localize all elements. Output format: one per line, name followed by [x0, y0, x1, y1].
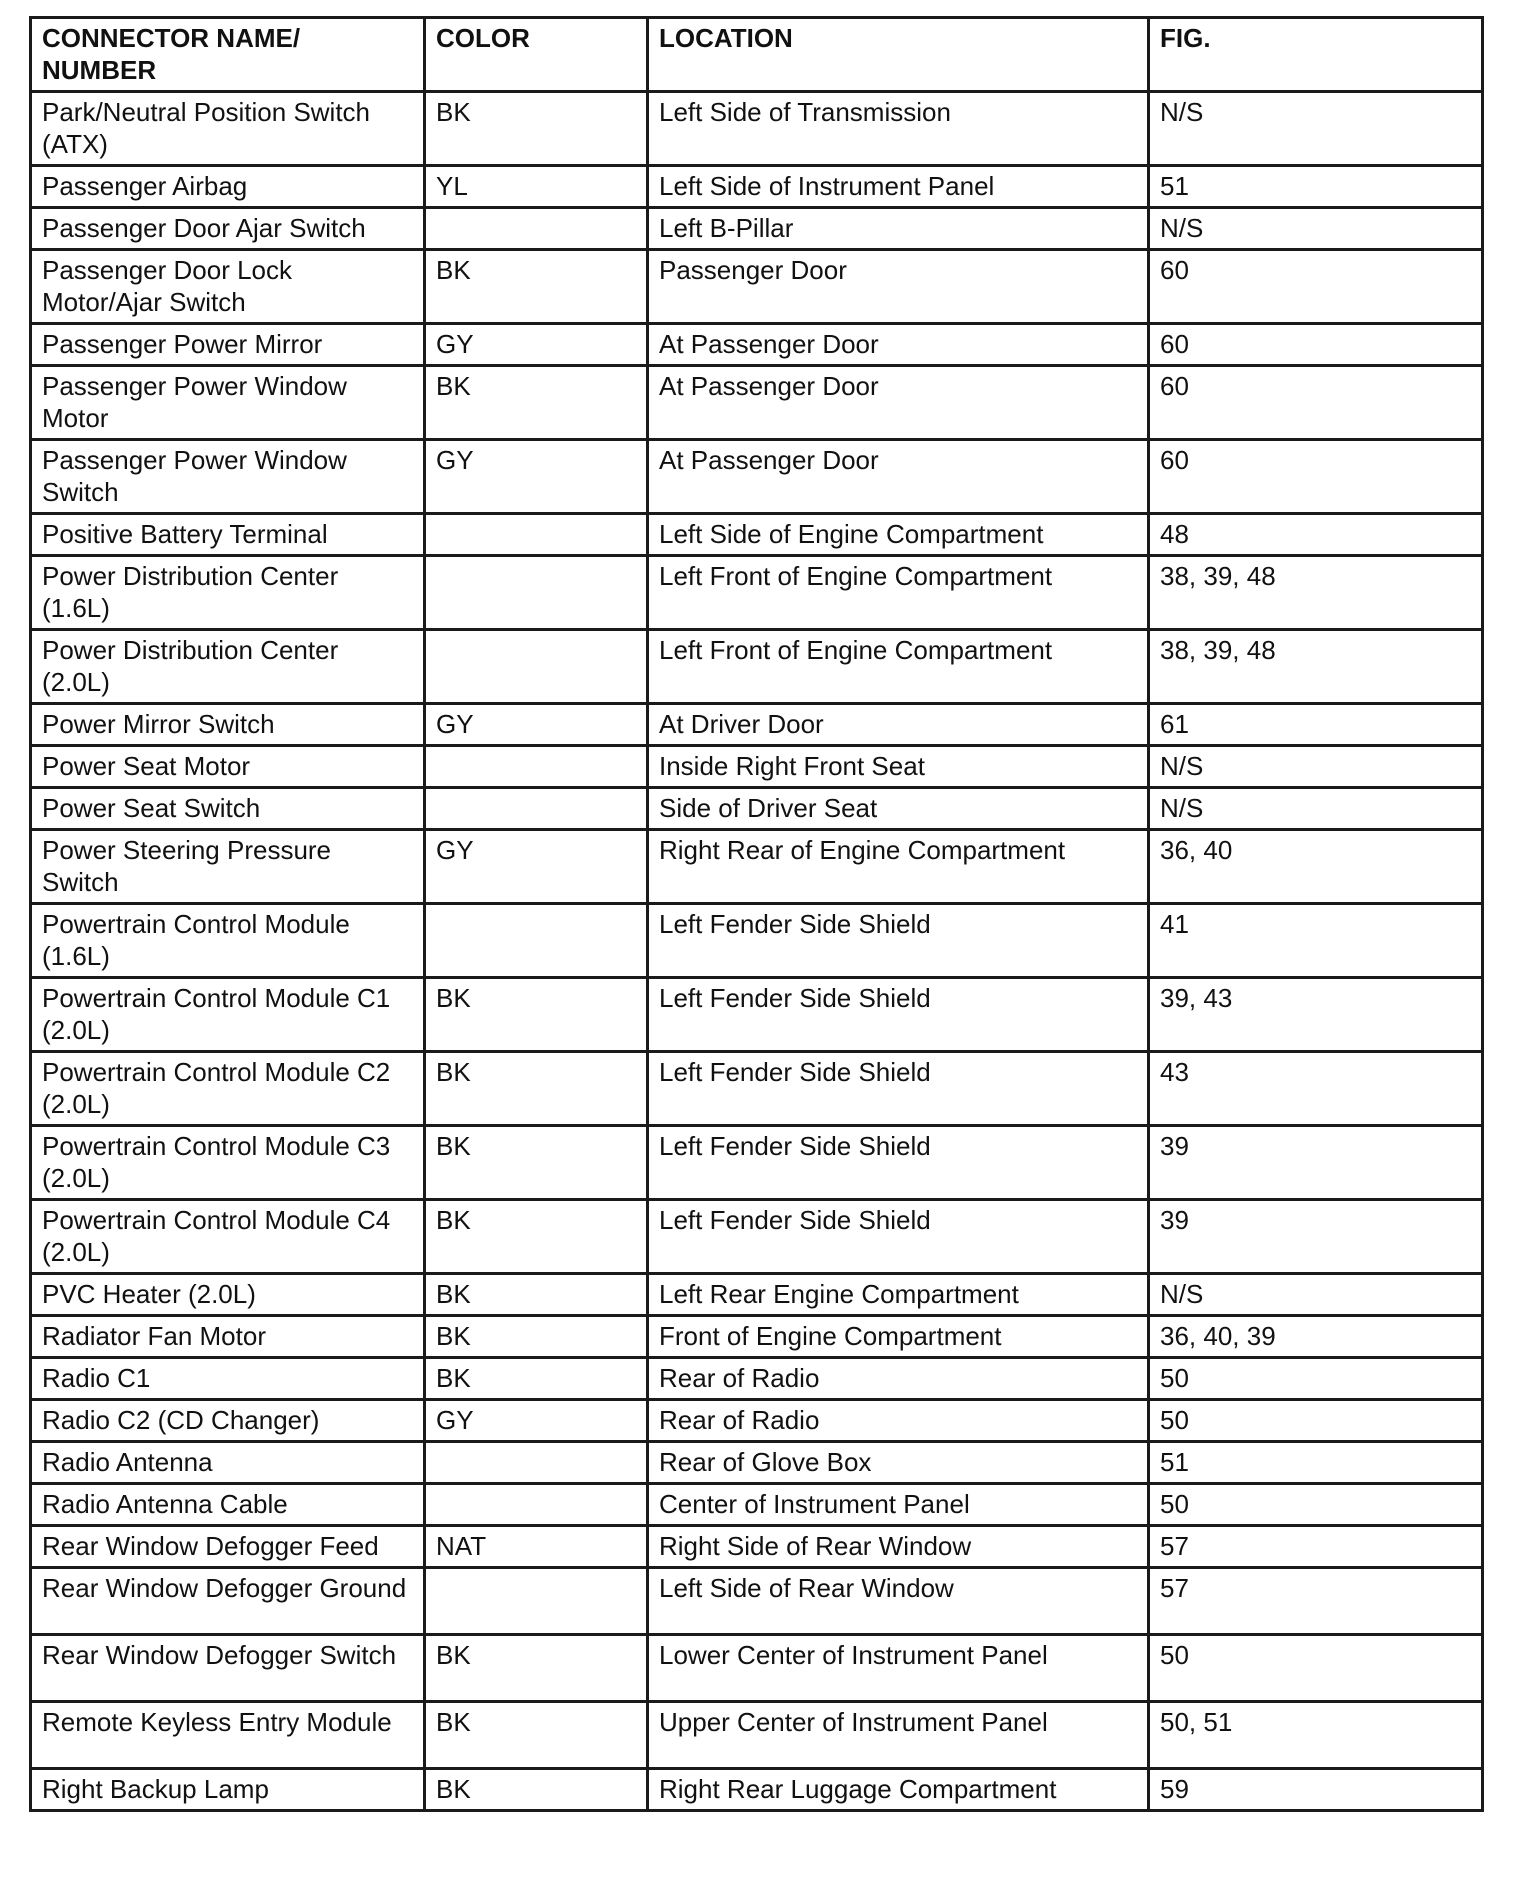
- table-row: [31, 1635, 1483, 1702]
- cell-color: [425, 1568, 648, 1635]
- header-location: LOCATION: [648, 18, 1149, 92]
- cell-fig: 61: [1149, 704, 1483, 746]
- cell-color: BK: [425, 1769, 648, 1811]
- cell-color: GY: [425, 324, 648, 366]
- cell-location: At Passenger Door: [648, 366, 1149, 440]
- cell-location: Front of Engine Compartment: [648, 1316, 1149, 1358]
- cell-location: Right Side of Rear Window: [648, 1526, 1149, 1568]
- cell-location: Inside Right Front Seat: [648, 746, 1149, 788]
- cell-location: Left Side of Transmission: [648, 92, 1149, 166]
- cell-connector-name: Power Seat Motor: [31, 746, 425, 788]
- cell-color: YL: [425, 166, 648, 208]
- cell-color: BK: [425, 1200, 648, 1274]
- cell-connector-name: Radio Antenna Cable: [31, 1484, 425, 1526]
- cell-location: Left Side of Instrument Panel: [648, 166, 1149, 208]
- cell-fig: 51: [1149, 166, 1483, 208]
- table-row: [31, 92, 1483, 166]
- cell-connector-name: Radio C1: [31, 1358, 425, 1400]
- table-row: [31, 1769, 1483, 1811]
- header-connector-name: CONNECTOR NAME/ NUMBER: [31, 18, 425, 92]
- table-row: [31, 1484, 1483, 1526]
- cell-fig: 50: [1149, 1635, 1483, 1702]
- cell-connector-name: Powertrain Control Module C3 (2.0L): [31, 1126, 425, 1200]
- cell-connector-name: Rear Window Defogger Switch: [31, 1635, 425, 1702]
- cell-color: BK: [425, 1126, 648, 1200]
- cell-color: BK: [425, 1316, 648, 1358]
- table-row: [31, 1442, 1483, 1484]
- connector-location-table: [29, 16, 1484, 1812]
- cell-connector-name: Passenger Door Ajar Switch: [31, 208, 425, 250]
- cell-location: Left B-Pillar: [648, 208, 1149, 250]
- table-row: [31, 556, 1483, 630]
- cell-connector-name: Radiator Fan Motor: [31, 1316, 425, 1358]
- cell-color: NAT: [425, 1526, 648, 1568]
- table-row: [31, 904, 1483, 978]
- table-row: [31, 208, 1483, 250]
- cell-connector-name: Powertrain Control Module C1 (2.0L): [31, 978, 425, 1052]
- table-row: [31, 978, 1483, 1052]
- table-row: [31, 1126, 1483, 1200]
- cell-color: BK: [425, 250, 648, 324]
- cell-fig: 39, 43: [1149, 978, 1483, 1052]
- cell-fig: N/S: [1149, 746, 1483, 788]
- cell-location: Center of Instrument Panel: [648, 1484, 1149, 1526]
- cell-location: Upper Center of Instrument Panel: [648, 1702, 1149, 1769]
- cell-fig: N/S: [1149, 92, 1483, 166]
- cell-connector-name: Radio C2 (CD Changer): [31, 1400, 425, 1442]
- cell-color: GY: [425, 704, 648, 746]
- cell-location: Left Fender Side Shield: [648, 1052, 1149, 1126]
- cell-location: Right Rear Luggage Compartment: [648, 1769, 1149, 1811]
- cell-connector-name: Power Distribution Center (1.6L): [31, 556, 425, 630]
- cell-color: BK: [425, 92, 648, 166]
- cell-color: BK: [425, 1358, 648, 1400]
- table-row: [31, 630, 1483, 704]
- cell-location: Left Side of Rear Window: [648, 1568, 1149, 1635]
- cell-fig: N/S: [1149, 1274, 1483, 1316]
- cell-fig: 38, 39, 48: [1149, 556, 1483, 630]
- cell-color: [425, 556, 648, 630]
- cell-connector-name: Powertrain Control Module (1.6L): [31, 904, 425, 978]
- cell-fig: 39: [1149, 1200, 1483, 1274]
- cell-location: Left Fender Side Shield: [648, 978, 1149, 1052]
- table-body: [31, 92, 1483, 1811]
- cell-location: Rear of Radio: [648, 1400, 1149, 1442]
- cell-connector-name: Passenger Airbag: [31, 166, 425, 208]
- cell-fig: 41: [1149, 904, 1483, 978]
- cell-location: Left Side of Engine Compartment: [648, 514, 1149, 556]
- cell-color: [425, 904, 648, 978]
- cell-connector-name: Passenger Power Mirror: [31, 324, 425, 366]
- header-row: [31, 18, 1483, 92]
- header-fig: FIG.: [1149, 18, 1483, 92]
- cell-fig: N/S: [1149, 788, 1483, 830]
- cell-color: BK: [425, 1635, 648, 1702]
- table-row: [31, 1526, 1483, 1568]
- cell-connector-name: Power Seat Switch: [31, 788, 425, 830]
- table-row: [31, 514, 1483, 556]
- cell-color: [425, 788, 648, 830]
- cell-location: At Passenger Door: [648, 440, 1149, 514]
- cell-connector-name: Park/Neutral Position Switch (ATX): [31, 92, 425, 166]
- cell-color: BK: [425, 1052, 648, 1126]
- cell-fig: 38, 39, 48: [1149, 630, 1483, 704]
- cell-fig: N/S: [1149, 208, 1483, 250]
- cell-fig: 39: [1149, 1126, 1483, 1200]
- cell-location: Lower Center of Instrument Panel: [648, 1635, 1149, 1702]
- cell-fig: 43: [1149, 1052, 1483, 1126]
- table-row: [31, 1274, 1483, 1316]
- cell-location: Passenger Door: [648, 250, 1149, 324]
- cell-location: Right Rear of Engine Compartment: [648, 830, 1149, 904]
- table-row: [31, 704, 1483, 746]
- cell-color: GY: [425, 830, 648, 904]
- table-row: [31, 1052, 1483, 1126]
- cell-fig: 60: [1149, 366, 1483, 440]
- cell-fig: 50, 51: [1149, 1702, 1483, 1769]
- cell-color: BK: [425, 1702, 648, 1769]
- cell-connector-name: Power Distribution Center (2.0L): [31, 630, 425, 704]
- cell-color: [425, 208, 648, 250]
- cell-location: Left Fender Side Shield: [648, 1200, 1149, 1274]
- cell-color: [425, 1442, 648, 1484]
- table-row: [31, 1200, 1483, 1274]
- cell-location: Left Rear Engine Compartment: [648, 1274, 1149, 1316]
- cell-fig: 50: [1149, 1484, 1483, 1526]
- cell-connector-name: Passenger Power Window Motor: [31, 366, 425, 440]
- table-row: [31, 1316, 1483, 1358]
- header-color: COLOR: [425, 18, 648, 92]
- cell-connector-name: Rear Window Defogger Ground: [31, 1568, 425, 1635]
- table-row: [31, 366, 1483, 440]
- table-row: [31, 746, 1483, 788]
- cell-connector-name: Power Steering Pressure Switch: [31, 830, 425, 904]
- cell-location: Rear of Radio: [648, 1358, 1149, 1400]
- cell-location: Side of Driver Seat: [648, 788, 1149, 830]
- cell-location: Left Front of Engine Compartment: [648, 630, 1149, 704]
- cell-connector-name: Right Backup Lamp: [31, 1769, 425, 1811]
- cell-connector-name: Passenger Power Window Switch: [31, 440, 425, 514]
- cell-color: [425, 1484, 648, 1526]
- cell-location: At Passenger Door: [648, 324, 1149, 366]
- cell-connector-name: Radio Antenna: [31, 1442, 425, 1484]
- cell-connector-name: Remote Keyless Entry Module: [31, 1702, 425, 1769]
- cell-location: Left Fender Side Shield: [648, 1126, 1149, 1200]
- cell-location: At Driver Door: [648, 704, 1149, 746]
- table-row: [31, 1358, 1483, 1400]
- table-row: [31, 166, 1483, 208]
- cell-fig: 57: [1149, 1526, 1483, 1568]
- cell-fig: 59: [1149, 1769, 1483, 1811]
- cell-connector-name: Passenger Door Lock Motor/Ajar Switch: [31, 250, 425, 324]
- table-row: [31, 830, 1483, 904]
- table-row: [31, 440, 1483, 514]
- cell-fig: 60: [1149, 324, 1483, 366]
- cell-color: BK: [425, 1274, 648, 1316]
- cell-color: BK: [425, 978, 648, 1052]
- cell-color: BK: [425, 366, 648, 440]
- cell-fig: 48: [1149, 514, 1483, 556]
- table-row: [31, 250, 1483, 324]
- cell-color: [425, 514, 648, 556]
- table-row: [31, 1568, 1483, 1635]
- cell-fig: 51: [1149, 1442, 1483, 1484]
- cell-fig: 50: [1149, 1358, 1483, 1400]
- cell-location: Left Fender Side Shield: [648, 904, 1149, 978]
- cell-fig: 36, 40: [1149, 830, 1483, 904]
- cell-connector-name: Rear Window Defogger Feed: [31, 1526, 425, 1568]
- table-row: [31, 1702, 1483, 1769]
- cell-connector-name: Powertrain Control Module C4 (2.0L): [31, 1200, 425, 1274]
- cell-connector-name: Powertrain Control Module C2 (2.0L): [31, 1052, 425, 1126]
- cell-connector-name: PVC Heater (2.0L): [31, 1274, 425, 1316]
- cell-color: GY: [425, 1400, 648, 1442]
- cell-fig: 36, 40, 39: [1149, 1316, 1483, 1358]
- cell-color: [425, 630, 648, 704]
- cell-fig: 57: [1149, 1568, 1483, 1635]
- cell-fig: 60: [1149, 250, 1483, 324]
- cell-fig: 60: [1149, 440, 1483, 514]
- cell-color: [425, 746, 648, 788]
- table-row: [31, 788, 1483, 830]
- connector-table-container: [29, 16, 1481, 1812]
- cell-location: Left Front of Engine Compartment: [648, 556, 1149, 630]
- table-row: [31, 324, 1483, 366]
- table-row: [31, 1400, 1483, 1442]
- cell-connector-name: Power Mirror Switch: [31, 704, 425, 746]
- cell-color: GY: [425, 440, 648, 514]
- cell-connector-name: Positive Battery Terminal: [31, 514, 425, 556]
- cell-fig: 50: [1149, 1400, 1483, 1442]
- cell-location: Rear of Glove Box: [648, 1442, 1149, 1484]
